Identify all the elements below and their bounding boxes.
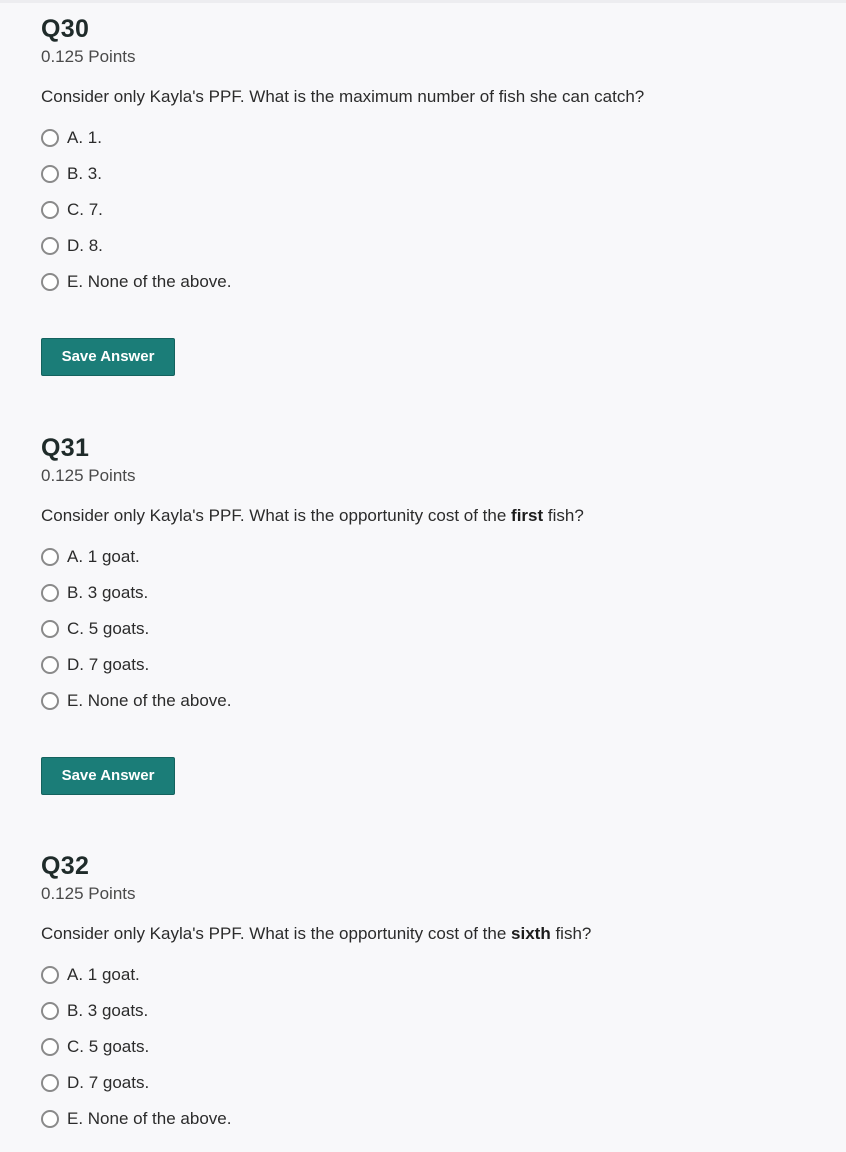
answer-options <box>41 957 821 1137</box>
question-title: Q32 <box>41 852 90 880</box>
option-label: E. None of the above. <box>67 1109 232 1128</box>
prompt-emphasis: first <box>511 506 544 525</box>
option-e[interactable] <box>41 264 821 300</box>
radio-button[interactable] <box>41 1074 59 1092</box>
radio-button[interactable] <box>41 548 59 566</box>
save-answer-button[interactable]: Save Answer <box>41 757 175 795</box>
radio-button[interactable] <box>41 201 59 219</box>
option-e[interactable] <box>41 1101 821 1137</box>
question-points: 0.125 Points <box>41 884 136 903</box>
question-title: Q30 <box>41 15 90 43</box>
option-b[interactable] <box>41 575 821 611</box>
option-label: C. 5 goats. <box>67 619 150 638</box>
option-b[interactable] <box>41 156 821 192</box>
question-q31 <box>41 433 821 795</box>
radio-button[interactable] <box>41 165 59 183</box>
radio-button[interactable] <box>41 1038 59 1056</box>
option-label: E. None of the above. <box>67 272 232 291</box>
option-c[interactable] <box>41 1029 821 1065</box>
radio-button[interactable] <box>41 237 59 255</box>
radio-button[interactable] <box>41 966 59 984</box>
radio-button[interactable] <box>41 692 59 710</box>
radio-button[interactable] <box>41 1002 59 1020</box>
option-label: B. 3 goats. <box>67 583 149 602</box>
option-label: A. 1 goat. <box>67 547 140 566</box>
question-prompt <box>41 86 821 108</box>
option-a[interactable] <box>41 539 821 575</box>
option-label: D. 7 goats. <box>67 655 150 674</box>
option-label: A. 1. <box>67 128 102 147</box>
option-d[interactable] <box>41 1065 821 1101</box>
prompt-emphasis: sixth <box>511 924 551 943</box>
option-d[interactable] <box>41 228 821 264</box>
prompt-text: Consider only Kayla's PPF. What is the maximum number of fish she can catch? <box>41 87 645 106</box>
option-label: B. 3 goats. <box>67 1001 149 1020</box>
option-a[interactable] <box>41 120 821 156</box>
prompt-text-end: fish? <box>550 924 592 943</box>
question-q30 <box>41 14 821 376</box>
radio-button[interactable] <box>41 1110 59 1128</box>
option-label: C. 7. <box>67 200 103 219</box>
option-label: D. 8. <box>67 236 103 255</box>
radio-button[interactable] <box>41 584 59 602</box>
question-points: 0.125 Points <box>41 47 136 66</box>
answer-options <box>41 120 821 300</box>
option-c[interactable] <box>41 192 821 228</box>
radio-button[interactable] <box>41 656 59 674</box>
question-points: 0.125 Points <box>41 466 136 485</box>
option-e[interactable] <box>41 683 821 719</box>
option-label: B. 3. <box>67 164 102 183</box>
radio-button[interactable] <box>41 129 59 147</box>
option-d[interactable] <box>41 647 821 683</box>
option-a[interactable] <box>41 957 821 993</box>
radio-button[interactable] <box>41 273 59 291</box>
option-label: A. 1 goat. <box>67 965 140 984</box>
save-answer-button[interactable]: Save Answer <box>41 338 175 376</box>
question-title: Q31 <box>41 434 90 462</box>
prompt-text-end: fish? <box>543 506 584 525</box>
option-label: E. None of the above. <box>67 691 232 710</box>
prompt-text: Consider only Kayla's PPF. What is the opportunity cost of the <box>41 506 512 525</box>
radio-button[interactable] <box>41 620 59 638</box>
option-c[interactable] <box>41 611 821 647</box>
question-prompt <box>41 505 821 527</box>
answer-options <box>41 539 821 719</box>
top-edge-divider <box>0 0 846 3</box>
option-label: D. 7 goats. <box>67 1073 150 1092</box>
option-label: C. 5 goats. <box>67 1037 150 1056</box>
prompt-text: Consider only Kayla's PPF. What is the opportunity cost of the <box>41 924 512 943</box>
question-prompt <box>41 923 821 945</box>
option-b[interactable] <box>41 993 821 1029</box>
question-q32 <box>41 851 821 1137</box>
